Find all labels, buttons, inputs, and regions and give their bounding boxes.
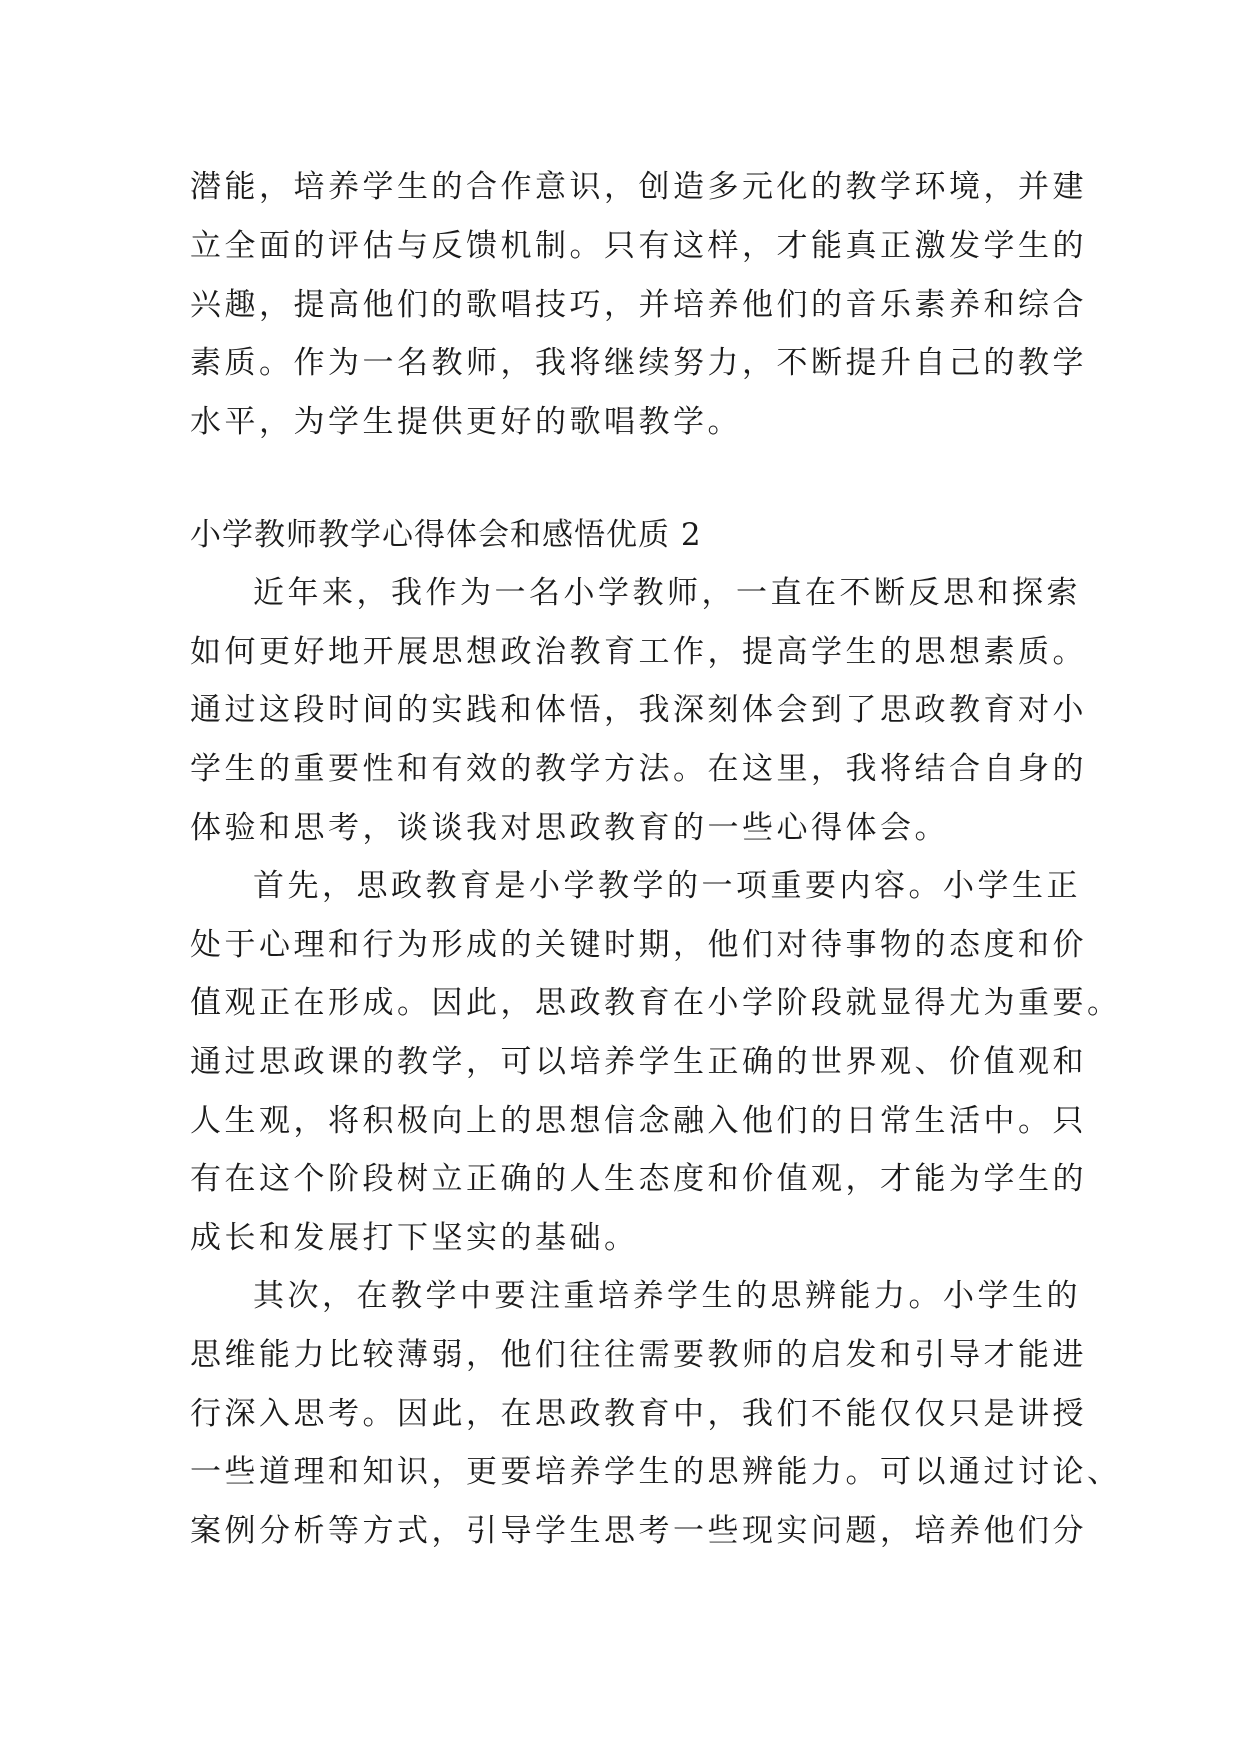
text-line: 值观正在形成。因此，思政教育在小学阶段就显得尤为重要。 <box>190 985 1122 1021</box>
text-line: 兴趣，提高他们的歌唱技巧，并培养他们的音乐素养和综合 <box>190 287 1087 323</box>
text-line: 首先，思政教育是小学教学的一项重要内容。小学生正 <box>253 868 1081 904</box>
text-line: 思维能力比较薄弱，他们往往需要教师的启发和引导才能进 <box>190 1337 1087 1373</box>
text-line: 人生观，将积极向上的思想信念融入他们的日常生活中。只 <box>190 1103 1087 1139</box>
text-line: 通过这段时间的实践和体悟，我深刻体会到了思政教育对小 <box>190 692 1087 728</box>
text-line: 近年来，我作为一名小学教师，一直在不断反思和探索 <box>253 575 1081 611</box>
text-line: 素质。作为一名教师，我将继续努力，不断提升自己的教学 <box>190 345 1087 381</box>
text-line: 体验和思考，谈谈我对思政教育的一些心得体会。 <box>190 810 949 846</box>
text-line: 如何更好地开展思想政治教育工作，提高学生的思想素质。 <box>190 634 1087 670</box>
text-line: 水平，为学生提供更好的歌唱教学。 <box>190 404 742 440</box>
text-line: 一些道理和知识，更要培养学生的思辨能力。可以通过讨论、 <box>190 1454 1122 1490</box>
text-line: 处于心理和行为形成的关键时期，他们对待事物的态度和价 <box>190 927 1087 963</box>
text-line: 通过思政课的教学，可以培养学生正确的世界观、价值观和 <box>190 1044 1087 1080</box>
text-line: 案例分析等方式，引导学生思考一些现实问题，培养他们分 <box>190 1513 1087 1549</box>
text-line: 立全面的评估与反馈机制。只有这样，才能真正激发学生的 <box>190 228 1087 264</box>
text-line: 行深入思考。因此，在思政教育中，我们不能仅仅只是讲授 <box>190 1396 1087 1432</box>
text-line: 有在这个阶段树立正确的人生态度和价值观，才能为学生的 <box>190 1161 1087 1197</box>
text-line: 潜能，培养学生的合作意识，创造多元化的教学环境，并建 <box>190 169 1087 205</box>
section-title: 小学教师教学心得体会和感悟优质 2 <box>190 517 702 553</box>
text-line: 学生的重要性和有效的教学方法。在这里，我将结合自身的 <box>190 751 1087 787</box>
text-line: 其次，在教学中要注重培养学生的思辨能力。小学生的 <box>253 1278 1081 1314</box>
text-line: 成长和发展打下坚实的基础。 <box>190 1220 639 1256</box>
